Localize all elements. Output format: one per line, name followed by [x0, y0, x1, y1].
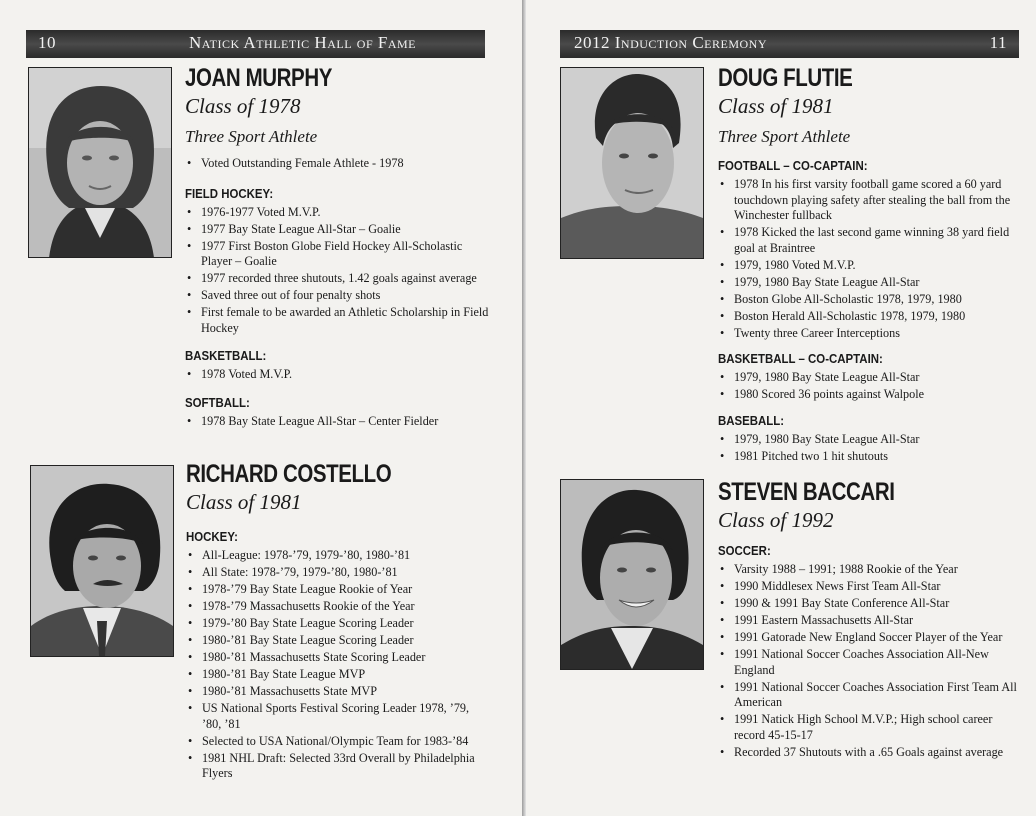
list-item: • Selected to USA National/Olympic Team for 1983-’84 [186, 734, 491, 750]
header-title: 2012 Induction Ceremony [574, 33, 767, 52]
list-item: • US National Sports Festival Scoring Leader 1978, ’79, ’80, ’81 [186, 701, 491, 732]
achievement-list [185, 414, 490, 430]
inductee-name: RICHARD COSTELLO [186, 460, 392, 488]
inductee-subtitle: Three Sport Athlete [718, 127, 851, 146]
list-item: • 1991 Eastern Massachusetts All-Star [718, 613, 1018, 629]
inductee-name: STEVEN BACCARI [718, 478, 895, 506]
list-item: • 1979, 1980 Bay State League All-Star [718, 275, 1018, 291]
list-item: • Varsity 1988 – 1991; 1988 Rookie of the Year [718, 562, 1018, 578]
entry-doug-flutie [718, 64, 1018, 466]
page-number: 10 [38, 33, 56, 52]
entry-joan-murphy [185, 64, 490, 431]
inductee-class: Class of 1981 [718, 94, 834, 118]
list-item: • 1979, 1980 Bay State League All-Star [718, 432, 1018, 448]
section-title: BASKETBALL: [185, 348, 267, 363]
section-title: SOCCER: [718, 543, 771, 558]
achievement-list [718, 370, 1018, 403]
list-item: • 1980-’81 Massachusetts State MVP [186, 684, 491, 700]
entry-richard-costello [186, 460, 491, 783]
achievement-list [186, 548, 491, 782]
entry-steven-baccari [718, 478, 1018, 762]
page-number: 11 [989, 33, 1007, 52]
list-item: • All State: 1978-’79, 1979-’80, 1980-’81 [186, 565, 491, 581]
header-title: Natick Athletic Hall of Fame [189, 33, 416, 52]
list-item: • 1978 Voted M.V.P. [185, 367, 490, 383]
section-title: SOFTBALL: [185, 394, 250, 410]
list-item: • 1978 Kicked the last second game winning 38 yard field goal at Braintree [718, 225, 1018, 256]
list-item: • Voted Outstanding Female Athlete - 1978 [185, 156, 490, 172]
right-header-band [560, 30, 1019, 58]
list-item: • 1979, 1980 Bay State League All-Star [718, 370, 1018, 386]
inductee-name: JOAN MURPHY [185, 64, 332, 92]
list-item: • 1978-’79 Massachusetts Rookie of the Year [186, 599, 491, 615]
list-item: • 1978 Bay State League All-Star – Center Fielder [185, 414, 490, 430]
inductee-name: DOUG FLUTIE [718, 64, 853, 92]
achievement-list [718, 177, 1018, 341]
list-item: • 1980-’81 Bay State League MVP [186, 667, 491, 683]
section-title: BASKETBALL – CO-CAPTAIN: [718, 351, 883, 366]
list-item: • Saved three out of four penalty shots [185, 288, 490, 304]
portrait-steven-baccari [560, 479, 704, 670]
list-item: • Twenty three Career Interceptions [718, 326, 1018, 342]
portrait-doug-flutie [560, 67, 704, 259]
section-title: FOOTBALL – CO-CAPTAIN: [718, 158, 868, 173]
portrait-richard-costello [30, 465, 174, 657]
list-item: • 1991 National Soccer Coaches Association First Team All American [718, 680, 1018, 711]
list-item: • 1980-’81 Bay State League Scoring Leader [186, 633, 491, 649]
intro-list [185, 156, 490, 172]
list-item: • 1990 & 1991 Bay State Conference All-Star [718, 596, 1018, 612]
list-item: • 1991 Gatorade New England Soccer Player of the Year [718, 630, 1018, 646]
list-item: • 1977 recorded three shutouts, 1.42 goals against average [185, 271, 490, 287]
list-item: • 1990 Middlesex News First Team All-Star [718, 579, 1018, 595]
list-item: • First female to be awarded an Athletic Scholarship in Field Hockey [185, 305, 490, 336]
list-item: • 1978 In his first varsity football game scored a 60 yard touchdown playing safety after stealing the ball from the Winchester fullback [718, 177, 1018, 224]
list-item: • All-League: 1978-’79, 1979-’80, 1980-’81 [186, 548, 491, 564]
list-item: • 1980 Scored 36 points against Walpole [718, 387, 1018, 403]
list-item: • 1981 NHL Draft: Selected 33rd Overall by Philadelphia Flyers [186, 751, 491, 782]
portrait-joan-murphy [28, 67, 172, 258]
list-item: • 1977 Bay State League All-Star – Goalie [185, 222, 490, 238]
inductee-class: Class of 1992 [718, 508, 834, 532]
inductee-subtitle: Three Sport Athlete [185, 127, 318, 146]
list-item: • 1991 National Soccer Coaches Association All-New England [718, 647, 1018, 678]
list-item: • 1979-’80 Bay State League Scoring Leader [186, 616, 491, 632]
left-header-band [26, 30, 485, 58]
achievement-list [718, 562, 1018, 760]
list-item: • 1978-’79 Bay State League Rookie of Year [186, 582, 491, 598]
list-item: • 1991 Natick High School M.V.P.; High school career record 45-15-17 [718, 712, 1018, 743]
achievement-list [718, 432, 1018, 465]
list-item: • Boston Herald All-Scholastic 1978, 1979, 1980 [718, 309, 1018, 325]
list-item: • 1980-’81 Massachusetts State Scoring Leader [186, 650, 491, 666]
achievement-list [185, 205, 490, 337]
list-item: • Recorded 37 Shutouts with a .65 Goals against average [718, 745, 1018, 761]
right-page [526, 0, 1036, 816]
list-item: • 1981 Pitched two 1 hit shutouts [718, 449, 1018, 465]
list-item: • 1979, 1980 Voted M.V.P. [718, 258, 1018, 274]
inductee-class: Class of 1981 [186, 490, 302, 514]
section-title: FIELD HOCKEY: [185, 185, 274, 201]
section-title: HOCKEY: [186, 529, 238, 544]
inductee-class: Class of 1978 [185, 94, 301, 118]
list-item: • 1977 First Boston Globe Field Hockey All-Scholastic Player – Goalie [185, 239, 490, 270]
achievement-list [185, 367, 490, 383]
list-item: • 1976-1977 Voted M.V.P. [185, 205, 490, 221]
section-title: BASEBALL: [718, 412, 785, 428]
list-item: • Boston Globe All-Scholastic 1978, 1979, 1980 [718, 292, 1018, 308]
